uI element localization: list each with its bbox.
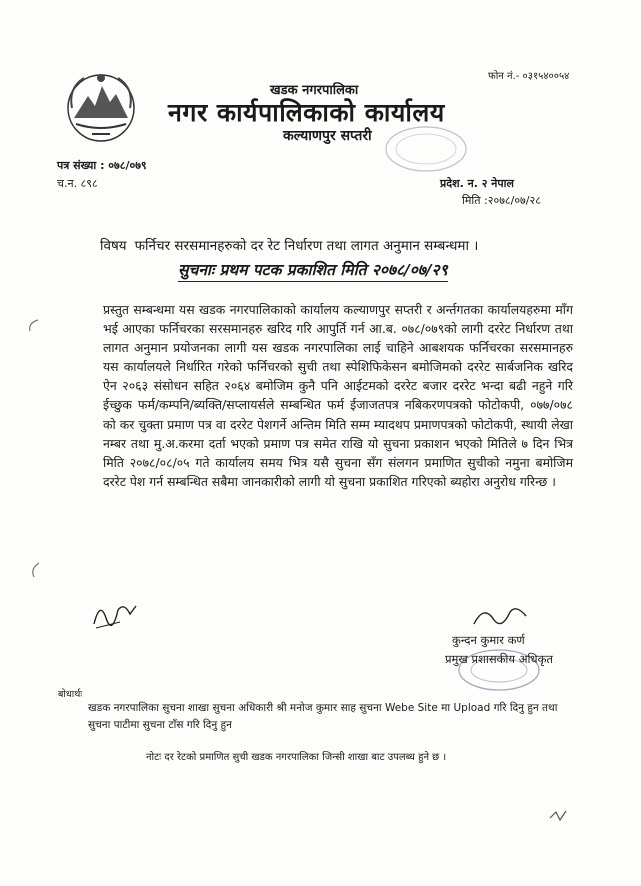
footer-note: नोटः दर रेटको प्रमाणित सुची खडक नगरपालिका जिन्सी शाखा बाट उपलब्ध हुने छ । <box>146 752 447 763</box>
office-stamp-icon <box>380 122 472 176</box>
subject-line <box>100 236 478 254</box>
notice-heading: सुचनाः प्रथम पटक प्रकाशित मिति २०७८/०७/२९ <box>178 258 448 282</box>
signature-icon <box>470 602 530 632</box>
body-paragraph: प्रस्तुत सम्बन्धमा यस खडक नगरपालिकाको कार्यालय कल्याणपुर सप्तरी र अर्न्तगतका कार्यालयहरुमा माँग भई आएका फर्निचरका सरसमानहरु खरिद गरि आपुर्ति गर्न आ.ब. ०७८/०७९को लागी दररेट निर्धारण तथा लागत अनुमान प्रयोजनका लागी यस खडक नगरपालिका लाई चाहिने आबशयक फर्निचरका सरसमानहरु यस कार्यालयले निर्धारित गरेको फर्निचरको सुची तथा स्पेशिफिकेसन बमोजिमको दररेट सार्बजनिक खरिद ऐन २०६३ संसोधन सहित २०६४ बमोजिम कुनै पनि आईटमको दररेट बजार दररेट भन्दा बढी नहुने गरि ईच्छुक फर्म/कम्पनि/ब्यक्ति/सप्लायर्सले सम्बन्धित फर्म ईजाजतपत्र नबिकरणपत्रको फोटोकपी, ०७७/०७८ को कर चुक्ता प्रमाण पत्र वा दररेट पेशगर्ने अन्तिम मिति सम्म म्यादथप प्रमाणपत्रको फोटोकपी, स्थायी लेखा नम्बर तथा मु.अ.करमा दर्ता भएको प्रमाण पत्र समेत राखि यो सुचना प्रकाशन भएको मितिले ७ दिन भित्र मिति २०७८/०८/०५ गते कार्यालय समय भित्र यसै सुचना सँग संलगन प्रमाणित सुचीको नमुना बमोजिम दररेट पेश गर्न सम्बन्धित सबैमा जानकारीको लागी यो सुचना प्रकाशित गरिएको ब्यहोरा अनुरोध गरिन्छ । <box>103 302 573 489</box>
margin-mark-icon <box>26 317 42 335</box>
office-title: नगर कार्यपालिकाको कार्यालय <box>168 98 445 127</box>
reference-number: पत्र संख्या : ०७८/०७९ <box>57 159 147 172</box>
cc-label: बोधार्थः <box>58 689 83 700</box>
signatory-name: कुन्दन कुमार कर्ण <box>452 633 525 647</box>
dispatch-number: च.न. ८९८ <box>57 177 98 190</box>
subject-label: विषय <box>100 238 127 254</box>
scribble-mark-icon <box>548 808 570 824</box>
letter-date: मिति :२०७८/०७/२८ <box>462 194 541 207</box>
office-location: कल्याणपुर सप्तरी <box>283 128 372 144</box>
municipality-name: खडक नगरपालिका <box>270 83 359 98</box>
phone-number: फोन नं.- ०३१५४००५४ <box>488 71 570 82</box>
signatory-title: प्रमुख प्रशासकीय अधिकृत <box>445 652 553 666</box>
nepal-emblem-icon <box>62 68 140 146</box>
cc-text: खडक नगरपालिका सुचना शाखा सुचना अधिकारी श्री मनोज कुमार साह सुचना Webe Site मा Upload गरि दिनु हुन तथा सुचना पाटीमा सुचना टाँस गरि दिनु हुन <box>88 702 558 731</box>
margin-mark-icon <box>28 561 42 579</box>
province-label: प्रदेश. न. २ नेपाल <box>440 177 514 190</box>
subject-text: फर्निचर सरसमानहरुको दर रेट निर्धारण तथा लागत अनुमान सम्बन्धमा । <box>134 238 479 254</box>
signature-icon <box>90 596 140 632</box>
